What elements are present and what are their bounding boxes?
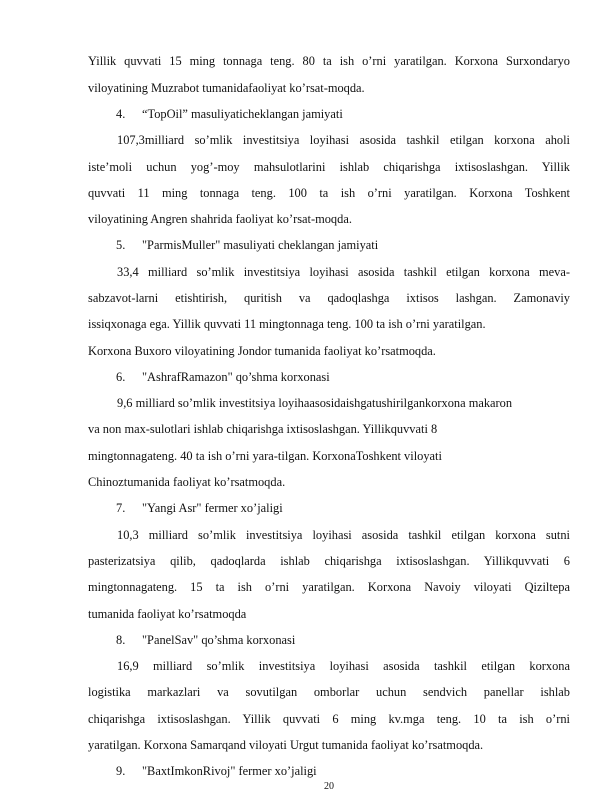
paragraph-line: tumanida faoliyat ko’rsatmoqda <box>88 607 247 621</box>
heading-number: 9. <box>116 764 126 778</box>
paragraph-line: pasterizatsiya qilib, qadoqlarda ishlab chiqarishga ixtisoslashgan. Yillikquvvati 6 <box>88 554 570 568</box>
heading-text: "PanelSav" qo’shma korxonasi <box>142 633 296 647</box>
section-heading-yangi-asr <box>116 498 570 518</box>
heading-text: "ParmisMuller" masuliyati cheklangan jamiyati <box>142 238 379 252</box>
paragraph-line: va non max-sulotlari ishlab chiqarishga ixtisoslashgan. Yillikquvvati 8 <box>88 422 438 436</box>
paragraph-line: Yillik quvvati 15 ming tonnaga teng. 80 ta ish o’rni yaratilgan. Korxona Surxondaryo <box>88 54 570 68</box>
heading-text: "AshrafRamazon" qo’shma korxonasi <box>142 370 330 384</box>
section-heading-parmismuller <box>116 235 570 255</box>
page-number: 20 <box>324 781 334 792</box>
heading-number: 4. <box>116 107 126 121</box>
paragraph-line: sabzavot-larni etishtirish, quritish va qadoqlashga ixtisos lashgan. Zamonaviy <box>88 291 570 305</box>
paragraph-line: mingtonnagateng. 15 ta ish o’rni yaratilgan. Korxona Navoiy viloyati Qiziltepa <box>88 580 570 594</box>
document-page <box>88 0 570 792</box>
paragraph-line: 16,9 milliard so’mlik investitsiya loyihasi asosida tashkil etilgan korxona <box>117 659 570 673</box>
paragraph-line: 33,4 milliard so’mlik investitsiya loyihasi asosida tashkil etilgan korxona meva- <box>117 265 570 279</box>
heading-number: 8. <box>116 633 126 647</box>
heading-text: "Yangi Asr" fermer xo’jaligi <box>142 501 283 515</box>
heading-text: "BaxtImkonRivoj" fermer xo’jaligi <box>142 764 317 778</box>
section-heading-ashrafamazon <box>116 367 570 387</box>
paragraph-line: 10,3 milliard so’mlik investitsiya loyihasi asosida tashkil etilgan korxona sutni <box>117 528 570 542</box>
section-heading-panelsav <box>116 630 570 650</box>
paragraph-line: chiqarishga ixtisoslashgan. Yillik quvvati 6 ming kv.mga teng. 10 ta ish o’rni <box>88 712 570 726</box>
heading-text: “TopOil” masuliyaticheklangan jamiyati <box>142 107 343 121</box>
section-heading-baxtimkonrivoj <box>116 761 570 781</box>
paragraph-line: Korxona Buxoro viloyatining Jondor tumanida faoliyat ko’rsatmoqda. <box>88 344 436 358</box>
section-heading-topoil <box>116 104 570 124</box>
paragraph-line: quvvati 11 ming tonnaga teng. 100 ta ish o’rni yaratilgan. Korxona Toshkent <box>88 186 570 200</box>
paragraph-line: 9,6 milliard so’mlik investitsiya loyihaasosidaishgatushirilgankorxona makaron <box>117 396 513 410</box>
paragraph-line: issiqxonaga ega. Yillik quvvati 11 mingtonnaga teng. 100 ta ish o’rni yaratilgan. <box>88 317 486 331</box>
paragraph-line: 107,3milliard so’mlik investitsiya loyihasi asosida tashkil etilgan korxona aholi <box>117 133 570 147</box>
paragraph-line: yaratilgan. Korxona Samarqand viloyati Urgut tumanida faoliyat ko’rsatmoqda. <box>88 738 484 752</box>
paragraph-line: mingtonnagateng. 40 ta ish o’rni yara-tilgan. KorxonaToshkent viloyati <box>88 449 442 463</box>
paragraph-line: logistika markazlari va sovutilgan omborlar uchun sendvich panellar ishlab <box>88 685 570 699</box>
paragraph-line: Chinoztumanida faoliyat ko’rsatmoqda. <box>88 475 286 489</box>
paragraph-line: viloyatining Muzrabot tumanidafaoliyat ko’rsat-moqda. <box>88 81 365 95</box>
heading-number: 7. <box>116 501 126 515</box>
paragraph-line: viloyatining Angren shahrida faoliyat ko’rsat-moqda. <box>88 212 352 226</box>
paragraph-line: iste’moli uchun yog’-moy mahsulotlarini ishlab chiqarishga ixtisoslashgan. Yillik <box>88 160 570 174</box>
heading-number: 6. <box>116 370 126 384</box>
heading-number: 5. <box>116 238 126 252</box>
